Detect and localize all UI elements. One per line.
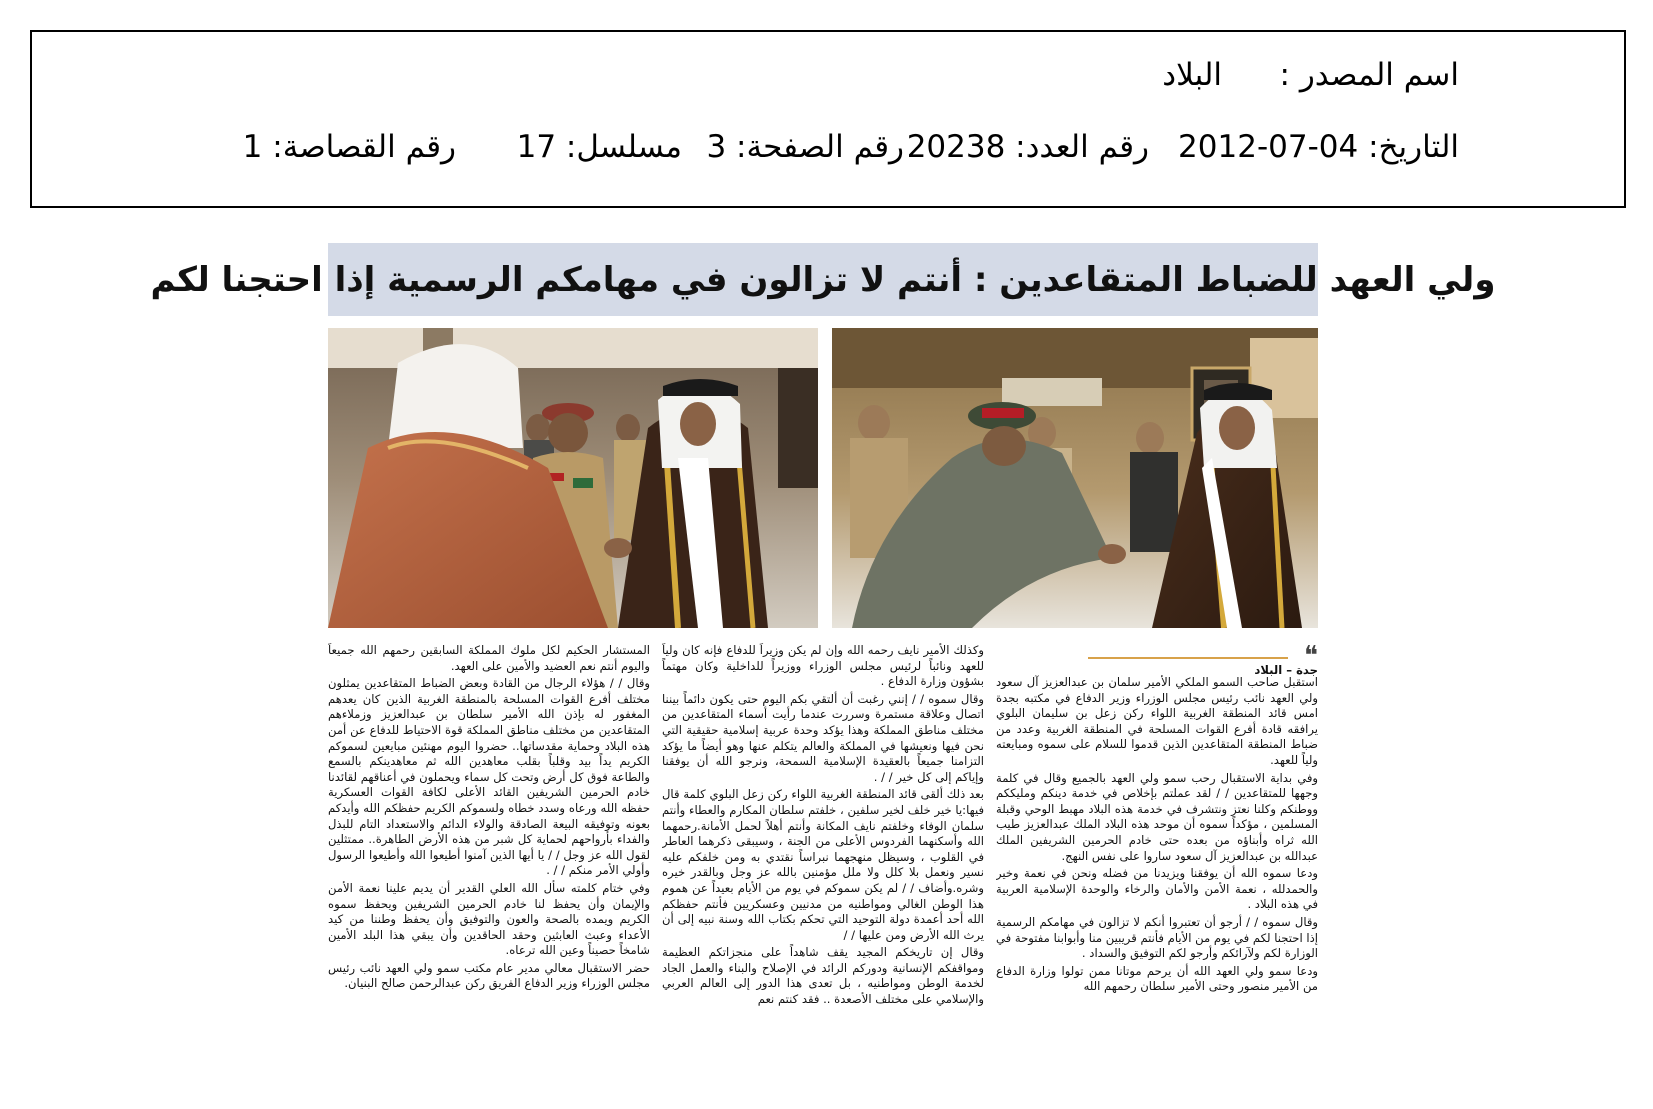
paragraph: وقال / / هؤلاء الرجال من القادة وبعض الضباط المتقاعدين يمثلون مختلف أفرع القوات المسلحة بالمنطقة الغربية الذين كان يعدهم المغفور له بإذن الله الأمير سلطان بن عبدالعزيز وزملاءهم المتقاعدين من مختلف مناطق المملكة قوة الاحتياط للدفاع عن أمن هذه البلاد وحماية مقدساتها.. حضروا اليوم مهنئين مبايعين لسموكم الكريم يداً بيد وقلباً بقلب معاهدين الله ثم معاهدينكم بالسمع والطاعة فوق كل أرض وتحت كل سماء ويحملون في أعناقهم لقائدنا خادم الحرمين الشريفين القائد الأعلى لكافة القوات العسكرية حفظه الله ورعاه وسدد خطاه ولسموكم الكريم حفظكم الله وأيدكم بعونه وتوفيقه البيعة الصادقة والولاء الدائم والاستعداد التام للبذل والفداء بأرواحهم لحماية كل شبر من هذه الأرض الطاهرة.. ممتثلين لقول الله عز وجل / / يا أيها الذين آمنوا أطيعوا الله وأطيعوا الرسول وأولي الأمر منكم / / . xyxy=(328,676,650,878)
article-headline: ولي العهد للضباط المتقاعدين : أنتم لا تزالون في مهامكم الرسمية إذا احتجنا لكم xyxy=(150,259,1496,300)
article-column-3 xyxy=(328,643,650,1089)
clip-number-field: رقم القصاصة: 1 xyxy=(242,129,456,165)
serial-field: مسلسل: 17 xyxy=(516,129,682,165)
column-1-body xyxy=(996,643,1318,995)
page-number-field: رقم الصفحة: 3 xyxy=(706,129,904,165)
paragraph: وفي بداية الاستقبال رحب سمو ولي العهد بالجميع وقال في كلمة وجهها للمتقاعدين / / لقد عملتم بإخلاص في خدمة دينكم ومليككم ووطنكم وكلنا نعتز ونتشرف في خدمة هذه البلاد مهبط الوحي وقبلة المسلمين ، مؤكداً سموه أن موحد هذه البلاد الملك عبدالعزيز طيب الله ثراه وأبناؤه من بعده حتى خادم الحرمين الشريفين الملك عبدالله بن عبدالعزيز آل سعود ساروا على نفس النهج. xyxy=(996,770,1318,863)
date-field: التاريخ: 04-07-2012 xyxy=(1178,129,1459,165)
paragraph: وقال سموه / / أرجو أن تعتبروا أنكم لا تزالون في مهامكم الرسمية إذا احتجنا لكم في يوم من الأيام فأنتم قريبين منا وأبوابنا مفتوحة في الوزارة لكم ولآرائكم وأرجو لكم التوفيق والسداد . xyxy=(996,914,1318,961)
paragraph: ودعا سمو ولي العهد الله أن يرحم موتانا ممن تولوا وزارة الدفاع من الأمير منصور وحتى الأمير سلطان رحمهم الله xyxy=(996,963,1318,994)
paragraph: حضر الاستقبال معالي مدير عام مكتب سمو ولي العهد نائب رئيس مجلس الوزراء وزير الدفاع الفريق ركن عبدالرحمن صالح البنيان. xyxy=(328,960,650,991)
photo-left xyxy=(328,328,818,628)
article-dateline: جدة – البلاد xyxy=(1254,663,1318,677)
paragraph: ودعا سموه الله أن يوفقنا ويزيدنا من فضله ونحن في نعمة وخير والحمدلله ، نعمة الأمن والأمان والرخاء والوحدة الإسلامية العربية في هذه البلاد . xyxy=(996,866,1318,912)
accent-rule xyxy=(1088,657,1288,659)
paragraph: وقال سموه / / إنني رغبت أن ألتقي بكم اليوم حتى يكون دائماً بيننا اتصال وعلاقة مستمرة وسررت عندما رأيت أسماء المتقاعدين من مختلف مناطق المملكة وهذا يؤكد وحدة عربية إسلامية حقيقية التي نحن فيها ونعيشها في المملكة والعالم يتكلم عنها وهو أيضاً ما يؤكد التزامنا جميعاً بالعقيدة الإسلامية السمحة، ونرجو الله أن يوفقنا وإياكم إلى كل خير / / . xyxy=(662,691,984,784)
article-column-2 xyxy=(662,643,984,1089)
quote-mark-icon: ❝ xyxy=(1304,643,1318,671)
paragraph: المستشار الحكيم لكل ملوك المملكة السابقين رحمهم الله جميعاً واليوم أنتم نعم العضيد والأمين على العهد. xyxy=(328,643,650,673)
paragraph: وقال إن تاريخكم المجيد يقف شاهداً على منجزاتكم العظيمة ومواقفكم الإنسانية ودوركم الرائد في الإصلاح والبناء والعمل الجاد لخدمة الوطن ومواطنيه ، بل تعدى هذا الدور إلى العالم العربي والإسلامي على مختلف الأصعدة .. فقد كنتم نعم xyxy=(662,945,984,1007)
clipping-metadata-box xyxy=(30,30,1626,208)
newspaper-clipping xyxy=(150,243,1496,1089)
article-column-1 xyxy=(996,643,1318,1089)
paragraph: بعد ذلك ألقى قائد المنطقة الغربية اللواء ركن زعل البلوي كلمة قال فيها:يا خير خلف لخير سلفين ، خلفتم سلطان المكارم والعطاء وأنتم سلمان الوفاء وخلفتم نايف المكانة وأنتم أهلاً لحمل الأمانة.رحمهما الله وأسكنهما الفردوس الأعلى من الجنة ، وسيبقى ذكرهما العاطر في القلوب ، وسيظل منهجهما نبراساً نقتدي به ومن خلفكم عليه نسير ونعمل بلا كلل ولا ملل مؤمنين بالله عز وجل وبالقدر خيره وشره.وأضاف / / لم يكن سموكم في يوم من الأيام بعيداً عن هموم هذا الوطن الغالي ومواطنيه من مدنيين وعسكريين فأنتم حفظكم الله أحد أعمدة دولة التوحيد التي تحكم بكتاب الله وسنة نبيه إلى أن يرث الله الأرض ومن عليها / / xyxy=(662,787,984,942)
photo-right xyxy=(832,328,1318,628)
paragraph: استقبل صاحب السمو الملكي الأمير سلمان بن عبدالعزيز آل سعود ولي العهد نائب رئيس مجلس الوزراء وزير الدفاع في مكتبه بجدة امس قائد المنطقة الغربية اللواء ركن زعل بن سليمان البلوي يرافقه قادة أفرع القوات المسلحة في المنطقة الغربية وعدد من ضباط المنطقة المتقاعدين الذين قدموا للسلام على سموه ومبايعته ولياً للعهد. xyxy=(996,675,1318,767)
headline-band xyxy=(150,243,1496,316)
paragraph: وفي ختام كلمته سأل الله العلي القدير أن يديم علينا نعمة الأمن والإيمان وأن يحفظ لنا خادم الحرمين الشريفين ويحفظ سموه الكريم ويمده بالصحة والعون والتوفيق وأن يحفظ وطننا من كيد الأعداء وعبث العابثين وحقد الحاقدين وأن يبقي هذا البلد الأمين شامخاً حصيناً وعين الله ترعاه. xyxy=(328,880,650,958)
issue-number-field: رقم العدد: 20238 xyxy=(906,129,1149,165)
source-value: البلاد xyxy=(1162,57,1222,93)
paragraph: وكذلك الأمير نايف رحمه الله وإن لم يكن وزيراً للدفاع فإنه كان ولياً للعهد ونائباً لرئيس مجلس الوزراء ووزيراً للداخلية وكان مهتماً بشؤون وزارة الدفاع . xyxy=(662,643,984,689)
source-label: اسم المصدر : xyxy=(1279,57,1459,93)
